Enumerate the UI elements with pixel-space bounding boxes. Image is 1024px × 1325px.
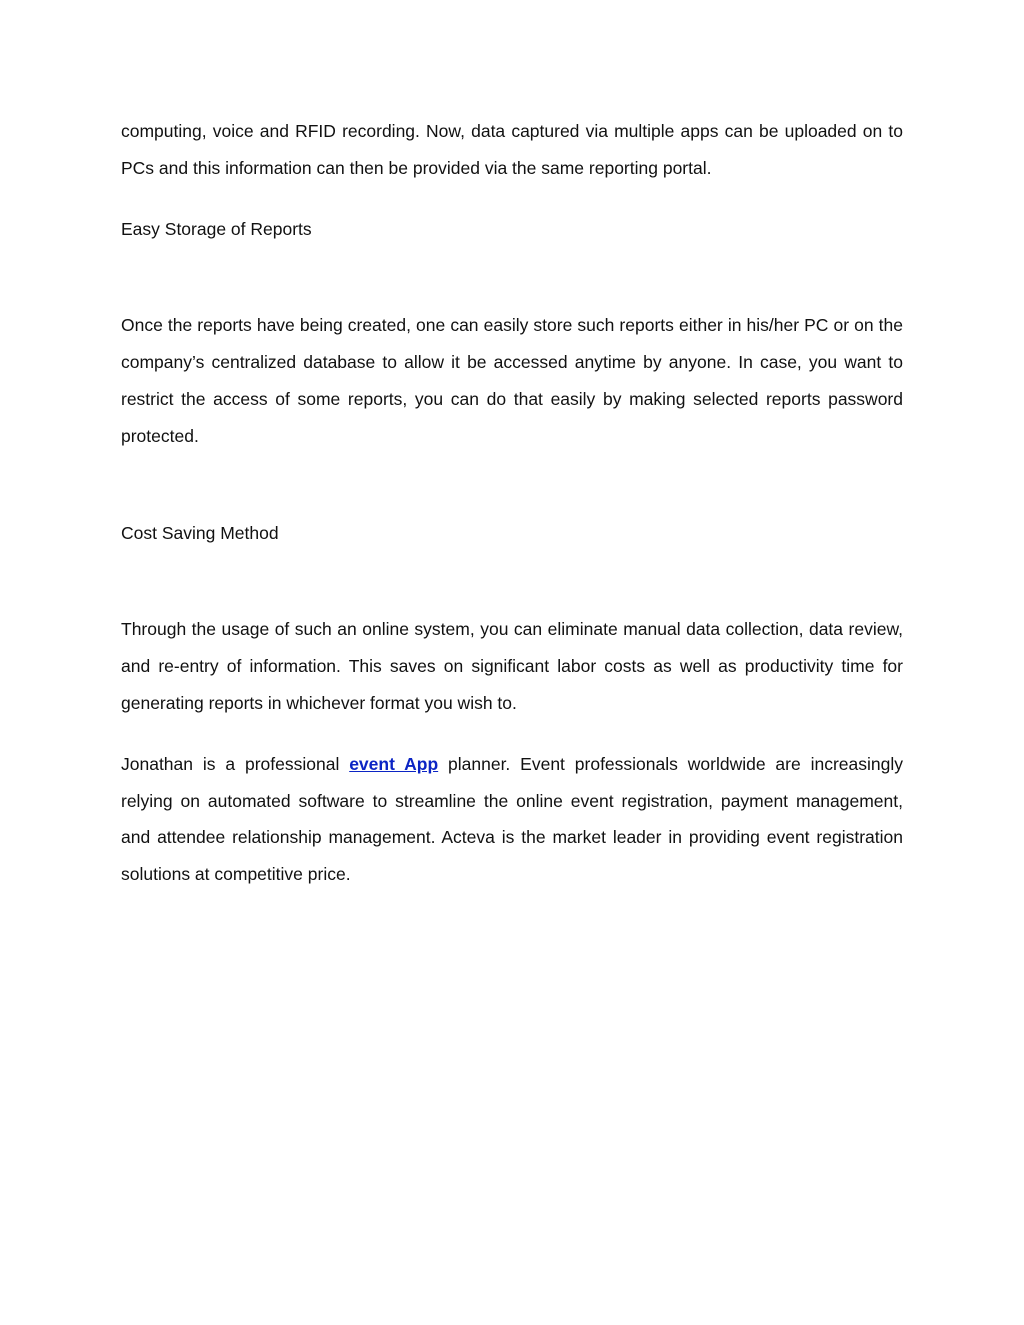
spacer	[121, 455, 903, 515]
heading-cost-saving: Cost Saving Method	[121, 522, 279, 543]
heading-easy-storage: Easy Storage of Reports	[121, 218, 312, 239]
paragraph-intro: computing, voice and RFID recording. Now, data captured via multiple apps can be uploaded on to PCs and this information can then be provided via the same reporting portal.	[121, 121, 903, 178]
spacer	[121, 247, 903, 307]
paragraph-storage: Once the reports have being created, one can easily store such reports either in his/her PC or on the company’s centralized database to allow it be accessed anytime by anyone. In case, you want to restrict the access of some reports, you can do that easily by making selected reports password protected.	[121, 315, 903, 446]
author-text-after: planner. Event professionals worldwide are increasingly relying on automated software to streamline the online event registration, payment management, and attendee relationship management. Acteva is the market leader in providing event registration solutions at competitive price.	[121, 753, 903, 885]
spacer	[121, 722, 903, 746]
event-app-link[interactable]: event App	[349, 753, 439, 774]
paragraph-author	[121, 746, 903, 893]
author-text-before: Jonathan is a professional	[121, 753, 350, 774]
paragraph-cost: Through the usage of such an online system, you can eliminate manual data collection, data review, and re-entry of information. This saves on significant labor costs as well as productivity time for generating reports in whichever format you wish to.	[121, 619, 903, 713]
spacer	[121, 551, 903, 611]
document-page	[121, 113, 903, 893]
spacer	[121, 187, 903, 211]
